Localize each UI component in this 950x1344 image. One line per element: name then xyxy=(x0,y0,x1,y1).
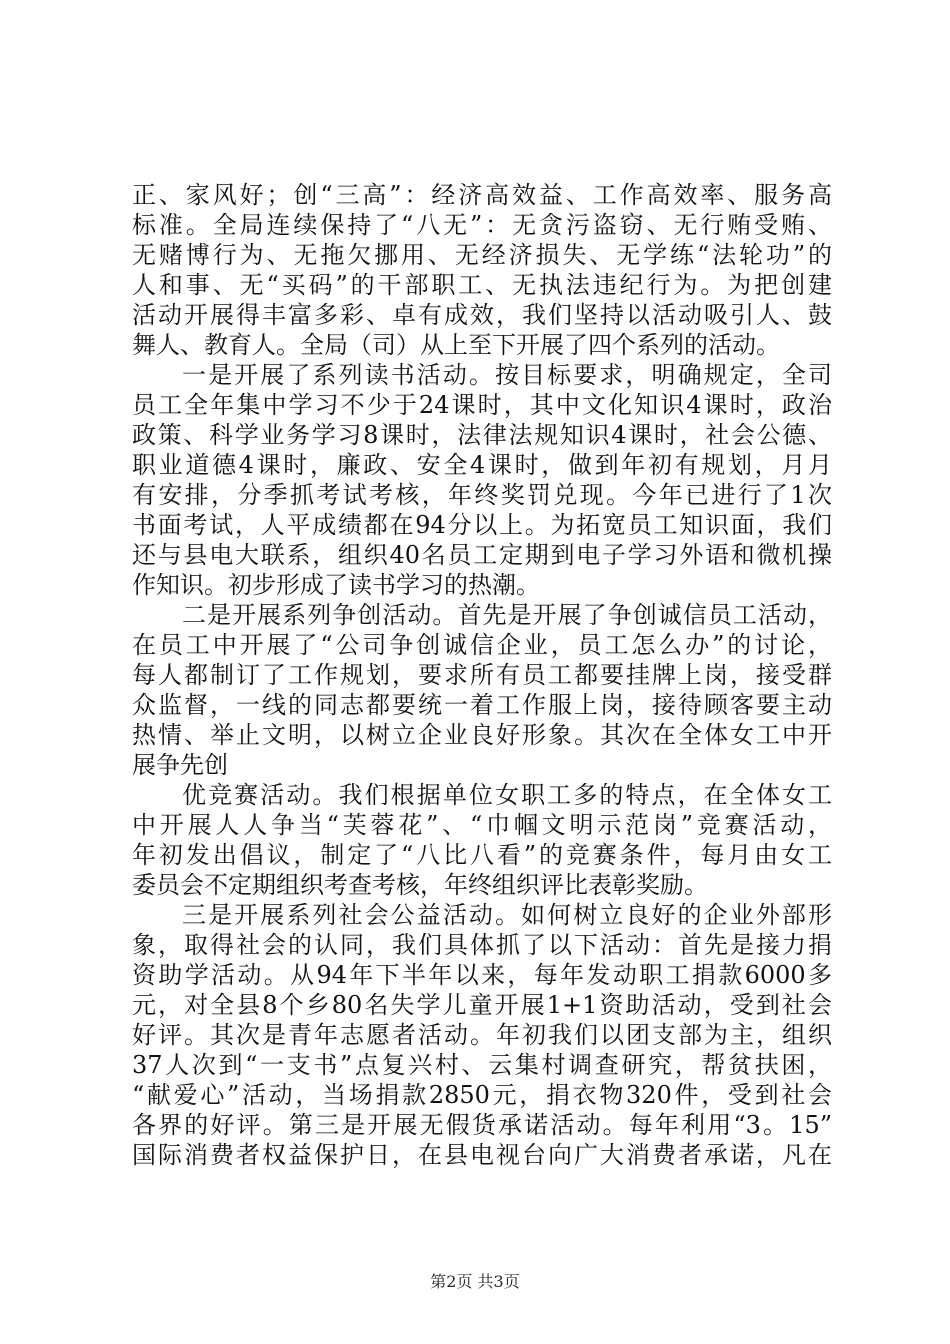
text-line: 37人次到“一支书”点复兴村、云集村调查研究，帮贫扶困， xyxy=(132,1051,832,1079)
text-line: 政策、科学业务学习8课时，法律法规知识4课时，社会公德、 xyxy=(132,421,832,449)
text-line: 标准。全局连续保持了“八无”：无贪污盗窃、无行贿受贿、 xyxy=(132,211,832,239)
text-line: 人和事、无“买码”的干部职工、无执法违纪行为。为把创建 xyxy=(132,271,832,299)
text-line: 书面考试，人平成绩都在94分以上。为拓宽员工知识面，我们 xyxy=(132,511,832,539)
text-line: 元，对全县8个乡80名失学儿童开展1+1资助活动，受到社会 xyxy=(132,991,832,1019)
text-line: 中开展人人争当“芙蓉花”、“巾帼文明示范岗”竞赛活动， xyxy=(132,811,832,839)
body-text xyxy=(132,180,832,1170)
text-line: 正、家风好；创“三高”：经济高效益、工作高效率、服务高 xyxy=(132,181,832,209)
paragraph-start-line: 一是开展了系列读书活动。按目标要求，明确规定，全司 xyxy=(182,361,832,389)
text-line: 各界的好评。第三是开展无假货承诺活动。每年利用“3。15” xyxy=(132,1111,832,1139)
text-line: 舞人、教育人。全局（司）从上至下开展了四个系列的活动。 xyxy=(132,331,780,359)
text-line: 热情、举止文明，以树立企业良好形象。其次在全体女工中开 xyxy=(132,721,832,749)
text-line: 还与县电大联系，组织40名员工定期到电子学习外语和微机操 xyxy=(132,541,832,569)
text-line: 无赌博行为、无拖欠挪用、无经济损失、无学练“法轮功”的 xyxy=(132,241,832,269)
text-line: 好评。其次是青年志愿者活动。年初我们以团支部为主，组织 xyxy=(132,1021,832,1049)
text-line: 展争先创 xyxy=(132,751,228,779)
text-line: 活动开展得丰富多彩、卓有成效，我们坚持以活动吸引人、鼓 xyxy=(132,301,832,329)
text-line: 资助学活动。从94年下半年以来，每年发动职工捐款6000多 xyxy=(132,961,832,989)
text-line: 有安排，分季抓考试考核，年终奖罚兑现。今年已进行了1次 xyxy=(132,481,832,509)
text-line: 国际消费者权益保护日，在县电视台向广大消费者承诺，凡在 xyxy=(132,1141,832,1169)
paragraph-start-line: 二是开展系列争创活动。首先是开展了争创诚信员工活动， xyxy=(182,601,832,629)
text-line: 年初发出倡议，制定了“八比八看”的竞赛条件，每月由女工 xyxy=(132,841,832,869)
text-line: 象，取得社会的认同，我们具体抓了以下活动：首先是接力捐 xyxy=(132,931,832,959)
text-line: 职业道德4课时，廉政、安全4课时，做到年初有规划，月月 xyxy=(132,451,832,479)
paragraph-start-line: 三是开展系列社会公益活动。如何树立良好的企业外部形 xyxy=(182,901,832,929)
text-line: 在员工中开展了“公司争创诚信企业，员工怎么办”的讨论， xyxy=(132,631,832,659)
text-line: 众监督，一线的同志都要统一着工作服上岗，接待顾客要主动 xyxy=(132,691,832,719)
text-line: 作知识。初步形成了读书学习的热潮。 xyxy=(132,571,540,599)
text-line: “献爱心”活动，当场捐款2850元，捐衣物320件，受到社会 xyxy=(132,1081,832,1109)
page-number-footer: 第2页 共3页 xyxy=(430,1272,520,1291)
text-line: 员工全年集中学习不少于24课时，其中文化知识4课时，政治 xyxy=(132,391,832,419)
text-line: 委员会不定期组织考查考核，年终组织评比表彰奖励。 xyxy=(132,871,708,899)
paragraph-start-line: 优竞赛活动。我们根据单位女职工多的特点，在全体女工 xyxy=(182,781,832,809)
text-line: 每人都制订了工作规划，要求所有员工都要挂牌上岗，接受群 xyxy=(132,661,832,689)
